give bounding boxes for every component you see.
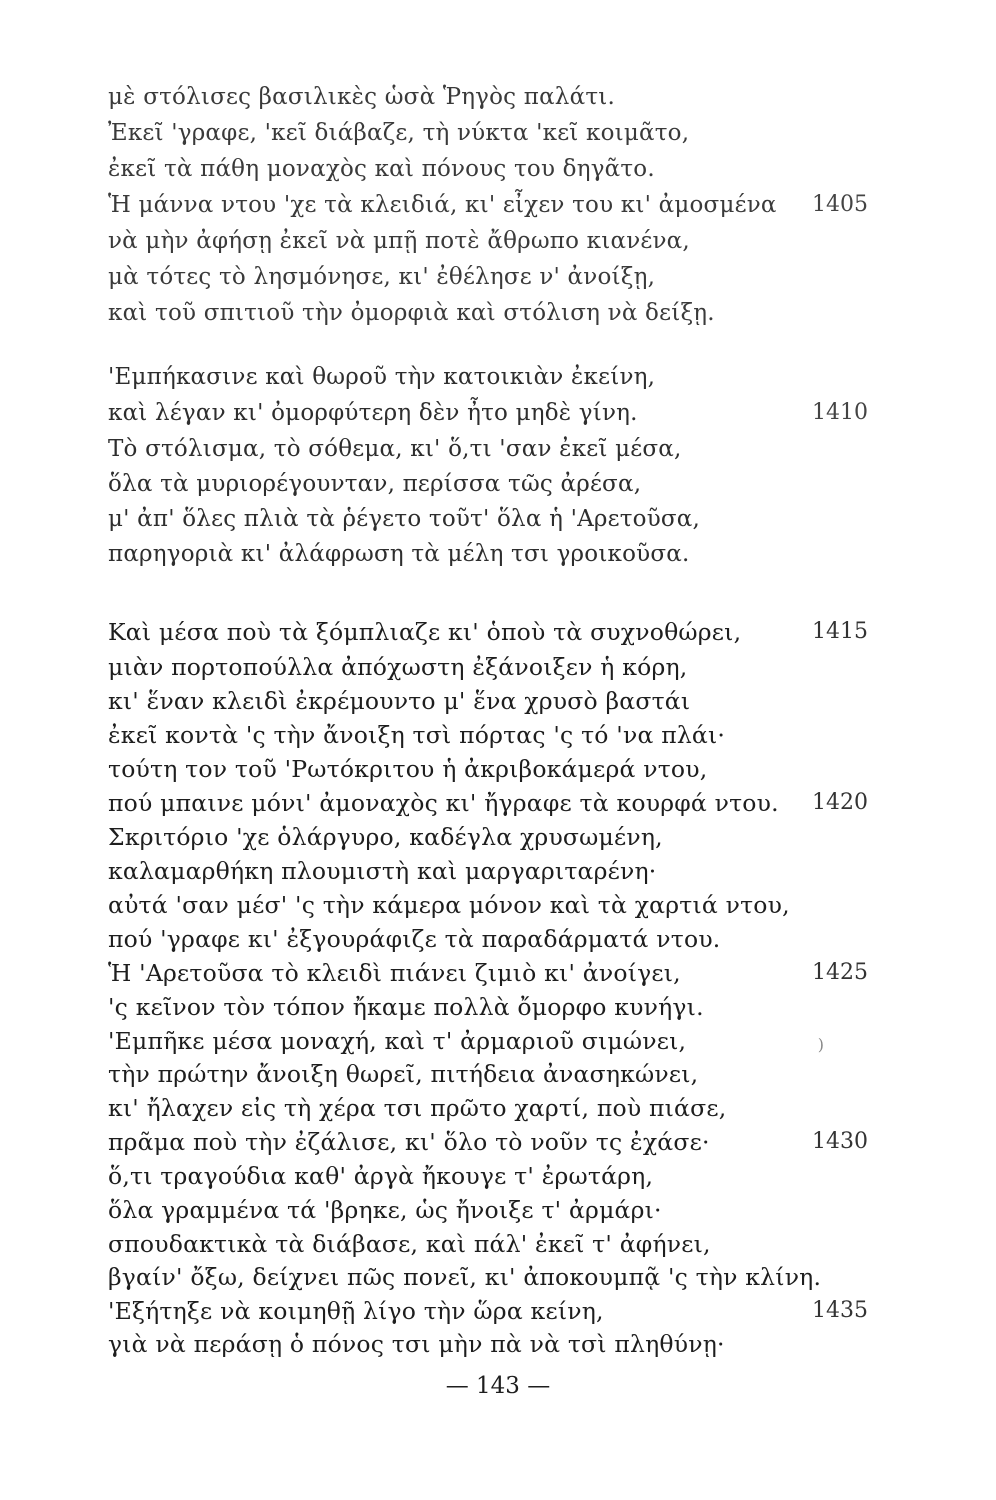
verse-line: γιὰ νὰ περάσῃ ὁ πόνος τσι μὴν πὰ νὰ τσὶ πληθύνῃ· [108, 1330, 725, 1358]
verse-line: μὰ τότες τὸ λησμόνησε, κι' ἐθέλησε ν' ἀνοίξῃ, [108, 264, 656, 290]
line-number: 1430 [812, 1129, 868, 1154]
line-number: 1425 [812, 960, 868, 985]
verse-line: ὅλα τὰ μυριορέγουνταν, περίσσα τῶς ἀρέσα, [108, 471, 642, 497]
verse-line: κι' ἕναν κλειδὶ ἐκρέμουντο μ' ἕνα χρυσὸ βαστάι [108, 687, 691, 715]
line-number: 1410 [812, 400, 868, 425]
verse-line: πού 'γραφε κι' ἐξγουράφιζε τὰ παραδάρματά ντου. [108, 925, 721, 953]
verse-line: τὴν πρώτην ἄνοιξη θωρεῖ, πιτήδεια ἀνασηκώνει, [108, 1060, 699, 1088]
line-number: 1435 [812, 1298, 868, 1323]
verse-line: βγαίν' ὄξω, δείχνει πῶς πονεῖ, κι' ἀποκουμπᾷ 'ς τὴν κλίνη. [108, 1263, 822, 1291]
verse-line: μ' ἀπ' ὅλες πλιὰ τὰ ῥέγετο τοῦτ' ὅλα ἡ 'Αρετοῦσα, [108, 506, 701, 532]
verse-line: 'Εμπήκασινε καὶ θωροῦ τὴν κατοικιὰν ἐκείνη, [108, 364, 656, 390]
verse-line: Ἡ 'Αρετοῦσα τὸ κλειδὶ πιάνει ζιμιὸ κι' ἀνοίγει, [108, 959, 681, 987]
verse-line: Καὶ μέσα ποὺ τὰ ξόμπλιαζε κι' ὁποὺ τὰ συχνοθώρει, [108, 618, 742, 646]
verse-line: ἐκεῖ κοντὰ 'ς τὴν ἄνοιξη τσὶ πόρτας 'ς τό 'να πλάι· [108, 721, 726, 749]
verse-line: Σκριτόριο 'χε ὁλάργυρο, καδέγλα χρυσωμένη, [108, 823, 663, 851]
verse-line: νὰ μὴν ἀφήσῃ ἐκεῖ νὰ μπῇ ποτὲ ἄθρωπο κιανένα, [108, 228, 690, 254]
page-number: — 143 — [445, 1373, 551, 1399]
verse-line: Τὸ στόλισμα, τὸ σόθεμα, κι' ὅ,τι 'σαν ἐκεῖ μέσα, [108, 436, 682, 462]
verse-line: ὅ,τι τραγούδια καθ' ἀργὰ ἤκουγε τ' ἐρωτάρη, [108, 1162, 654, 1190]
verse-line: κι' ἤλαχεν εἰς τὴ χέρα τσι πρῶτο χαρτί, ποὺ πιάσε, [108, 1094, 727, 1122]
verse-line: 'Εμπῆκε μέσα μοναχή, καὶ τ' ἀρμαριοῦ σιμώνει, [108, 1027, 687, 1055]
verse-line: τούτη τον τοῦ 'Ρωτόκριτου ἡ ἀκριβοκάμερά ντου, [108, 755, 708, 783]
verse-line: 'ς κεῖνον τὸν τόπον ἤκαμε πολλὰ ὄμορφο κυνήγι. [108, 993, 704, 1021]
verse-line: πού μπαινε μόνι' ἀμοναχὸς κι' ἤγραφε τὰ κουρφά ντου. [108, 789, 779, 817]
verse-line: ἐκεῖ τὰ πάθη μοναχὸς καὶ πόνους του δηγᾶτο. [108, 156, 655, 182]
verse-line: 'Εξήτηξε νὰ κοιμηθῇ λίγο τὴν ὥρα κείνη, [108, 1297, 604, 1325]
verse-line: μιὰν πορτοπούλλα ἀπόχωστη ἐξάνοιξεν ἡ κόρη, [108, 653, 688, 681]
verse-line: καὶ λέγαν κι' ὀμορφύτερη δὲν ἦτο μηδὲ γίνη. [108, 400, 638, 426]
line-number: 1405 [812, 192, 868, 217]
stray-mark: ) [817, 1035, 824, 1054]
verse-line: σπουδακτικὰ τὰ διάβασε, καὶ πάλ' ἐκεῖ τ' ἀφήνει, [108, 1230, 711, 1258]
verse-line: καὶ τοῦ σπιτιοῦ τὴν ὀμορφιὰ καὶ στόλιση νὰ δείξῃ. [108, 300, 715, 326]
verse-line: αὐτά 'σαν μέσ' 'ς τὴν κάμερα μόνον καὶ τὰ χαρτιά ντου, [108, 891, 790, 919]
verse-line: Ἡ μάννα ντου 'χε τὰ κλειδιά, κι' εἶχεν του κι' ἀμοσμένα [108, 192, 777, 218]
line-number: 1420 [812, 790, 868, 815]
line-number: 1415 [812, 619, 868, 644]
verse-line: καλαμαρθήκη πλουμιστὴ καὶ μαργαριταρένη· [108, 857, 657, 885]
verse-line: παρηγοριὰ κι' ἀλάφρωση τὰ μέλη τσι γροικοῦσα. [108, 541, 690, 567]
verse-line: ὅλα γραμμένα τά 'βρηκε, ὡς ἤνοιξε τ' ἀρμάρι· [108, 1196, 662, 1224]
verse-line: πρᾶμα ποὺ τὴν ἐζάλισε, κι' ὅλο τὸ νοῦν τς ἐχάσε· [108, 1128, 710, 1156]
verse-line: μὲ στόλισες βασιλικὲς ὡσὰ Ῥηγὸς παλάτι. [108, 84, 615, 110]
verse-line: Ἐκεῖ 'γραφε, 'κεῖ διάβαζε, τὴ νύκτα 'κεῖ κοιμᾶτο, [108, 120, 690, 146]
